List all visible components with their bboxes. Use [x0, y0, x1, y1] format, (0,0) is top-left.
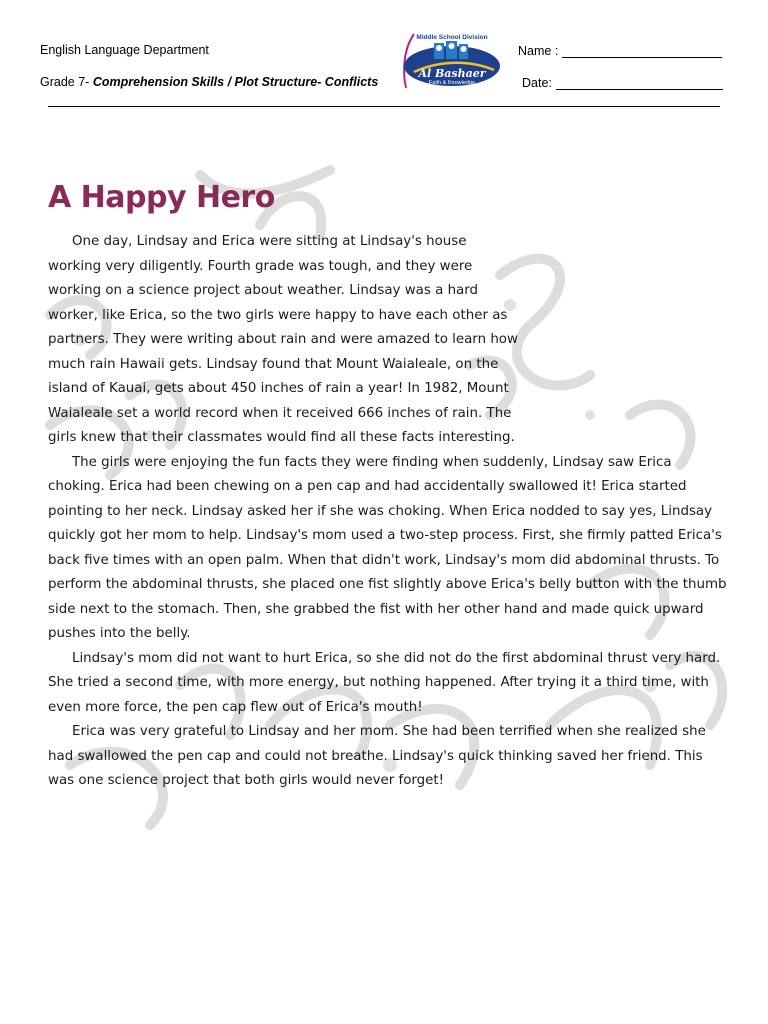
department-label: English Language Department: [40, 43, 209, 57]
story-paragraph-2: The girls were enjoying the fun facts they were finding when suddenly, Lindsay saw Erica choking. Erica had been chewing on a pen cap and had accidentally swallowed it! Erica started pointing to her neck. Lindsay asked her if she was choking. When Erica nodded to say yes, Lindsay quickly got her mom to help. Lindsay's mom used a two-step process. First, she firmly patted Erica's back five times with an open palm. When that didn't work, Lindsay's mom did abdominal thrusts. To perform the abdominal thrusts, she placed one fist slightly above Erica's belly button with the thumb side next to the stomach. Then, she grabbed the fist with her other hand and made quick upward pushes into the belly.: [48, 454, 727, 641]
logo-name: Al Bashaer: [418, 67, 486, 80]
header-divider: [48, 106, 720, 107]
grade-topic-label: [40, 75, 378, 89]
story-paragraph-3: Lindsay's mom did not want to hurt Erica, so she did not do the first abdominal thrust very hard. She tried a second time, with more energy, but nothing happened. After trying it a third time, with even more force, the pen cap flew out of Erica's mouth!: [48, 650, 721, 715]
story: [48, 178, 728, 794]
date-field[interactable]: [522, 75, 723, 90]
school-logo: [400, 30, 505, 92]
name-line[interactable]: [562, 43, 722, 58]
logo-tagline: Faith & Knowledge: [428, 80, 476, 86]
date-label: Date:: [522, 76, 552, 90]
name-label: Name :: [518, 44, 559, 58]
name-field[interactable]: [518, 43, 722, 58]
logo-top-text: Middle School Division: [416, 34, 488, 41]
grade-topic: Comprehension Skills / Plot Structure- Conflicts: [92, 75, 379, 89]
grade-prefix: Grade 7-: [40, 75, 93, 89]
date-line[interactable]: [556, 75, 723, 90]
story-paragraph-4: Erica was very grateful to Lindsay and her mom. She had been terrified when she realized she had swallowed the pen cap and could not breathe. Lindsay's quick thinking saved her friend. This was one science project that both girls would never forget!: [48, 724, 706, 788]
story-title: A Happy Hero: [48, 180, 275, 215]
story-paragraph-1: One day, Lindsay and Erica were sitting at Lindsay's house working very diligently. Fourth grade was tough, and they were working on a science project about weather. Lindsay was a hard worker, like Erica, so the two girls were happy to have each other as partners. They were writing about rain and were amazed to learn how much rain Hawaii gets. Lindsay found that Mount Waialeale, on the island of Kauai, gets about 450 inches of rain a year! In 1982, Mount Waialeale set a world record when it received 666 inches of rain. The girls knew that their classmates would find all these facts interesting.: [48, 234, 518, 445]
